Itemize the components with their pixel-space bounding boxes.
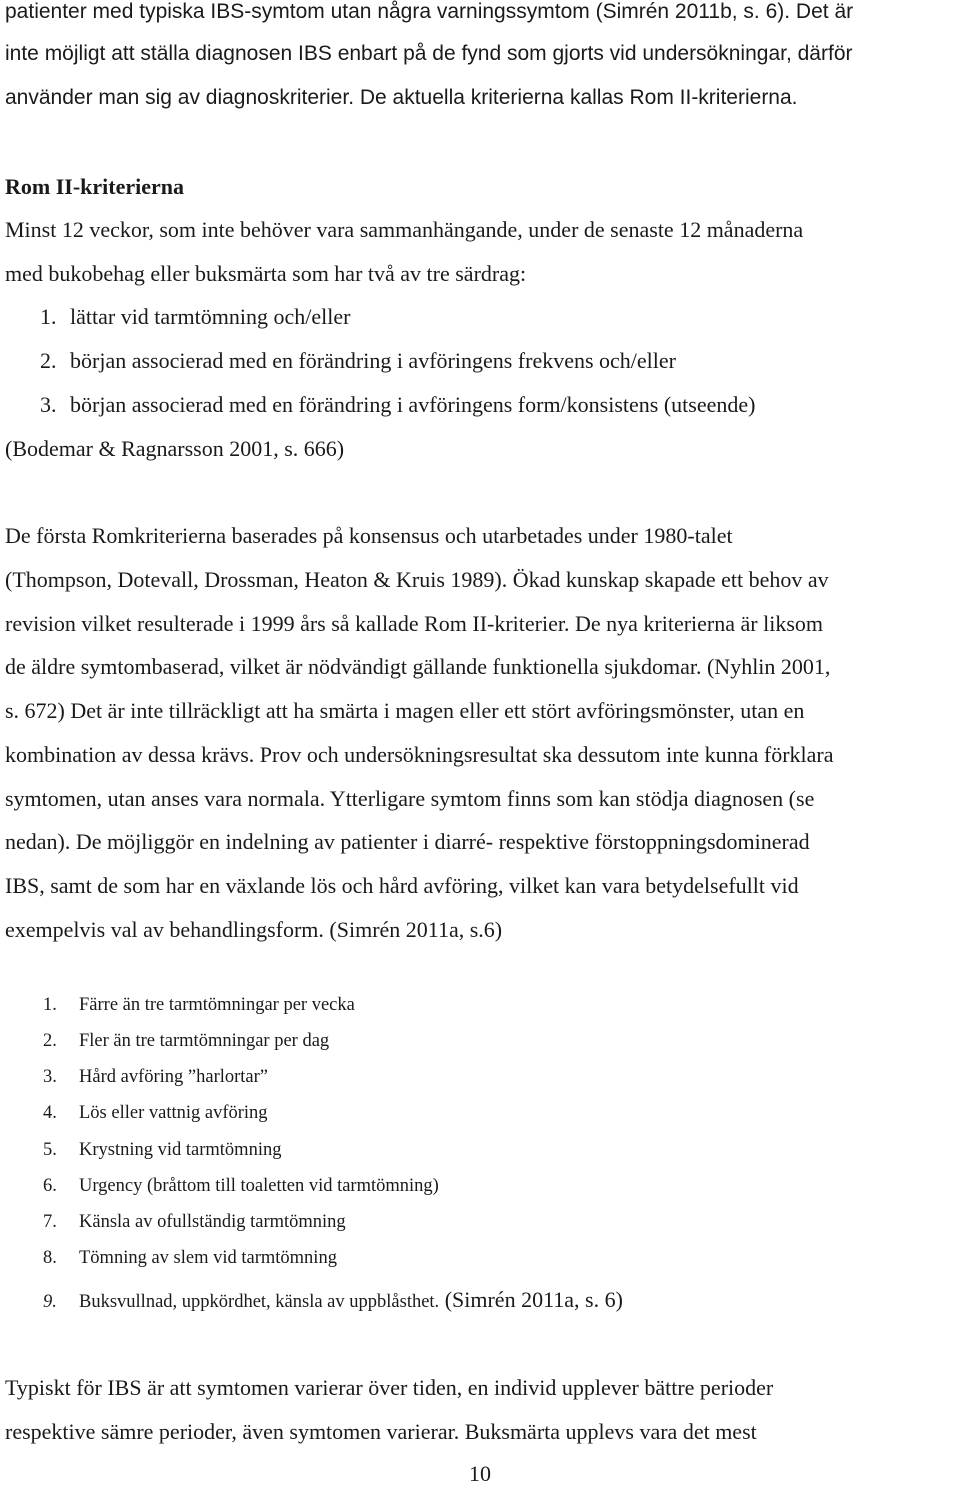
list-number: 3. [43,1067,57,1087]
list-number: 1. [43,995,57,1015]
symptom-item [43,1212,346,1233]
symptom-item [43,1140,281,1161]
list-number: 4. [43,1103,57,1123]
symptom-item [43,1287,623,1313]
list-text: Krystning vid tarmtömning [79,1140,282,1160]
list-text: Buksvullnad, uppkördhet, känsla av uppblåsthet. [79,1292,440,1312]
page-number: 10 [469,1461,491,1486]
list-text: början associerad med en förändring i avföringens form/konsistens (utseende) [70,392,756,417]
symptom-item [43,1103,268,1124]
symptom-item [43,995,355,1016]
history-line: IBS, samt de som har en växlande lös och hård avföring, vilket kan vara betydelsefullt vid [5,873,799,898]
list-text: Fler än tre tarmtömningar per dag [79,1031,330,1051]
section-heading: Rom II-kriterierna [5,174,185,199]
rome-line: med bukobehag eller buksmärta som har två av tre särdrag: [5,261,527,286]
list-number: 3. [40,392,57,417]
list-text: Hård avföring ”harlortar” [79,1067,269,1087]
list-number: 2. [40,348,57,373]
intro-line: patienter med typiska IBS-symtom utan några varningssymtom (Simrén 2011b, s. 6). Det är [5,0,854,23]
history-line: De första Romkriterierna baserades på konsensus och utarbetades under 1980-talet [5,523,733,548]
closing-line: respektive sämre perioder, även symtomen varierar. Buksmärta upplevs vara det mest [5,1419,757,1444]
list-number: 7. [43,1212,57,1232]
rome-line: Minst 12 veckor, som inte behöver vara sammanhängande, under de senaste 12 månaderna [5,217,804,242]
criteria-item [40,304,350,330]
intro-line: använder man sig av diagnoskriterier. De aktuella kriterierna kallas Rom II-kriterierna. [5,86,798,109]
criteria-item [40,392,755,418]
history-line: s. 672) Det är inte tillräckligt att ha smärta i magen eller ett stört avföringsmönster, utan en [5,698,805,723]
criteria-item [40,348,676,374]
closing-line: Typiskt för IBS är att symtomen varierar över tiden, en individ upplever bättre perioder [5,1375,774,1400]
list-text: lättar vid tarmtömning och/eller [70,304,351,329]
list-text: Känsla av ofullständig tarmtömning [79,1212,346,1232]
symptom-item [43,1176,439,1197]
list-number: 6. [43,1176,57,1196]
history-line: revision vilket resulterade i 1999 års så kallade Rom II-kriterier. De nya kriterierna är liksom [5,611,823,636]
list-text: Färre än tre tarmtömningar per vecka [79,995,355,1015]
citation: (Simrén 2011a, s. 6) [439,1287,623,1312]
list-text: Tömning av slem vid tarmtömning [79,1248,337,1268]
list-number: 2. [43,1031,57,1051]
list-number: 8. [43,1248,57,1268]
intro-line: inte möjligt att ställa diagnosen IBS enbart på de fynd som gjorts vid undersökningar, därför [5,42,853,65]
list-text: Lös eller vattnig avföring [79,1103,268,1123]
history-line: nedan). De möjliggör en indelning av patienter i diarré- respektive förstoppningsdominerad [5,829,810,854]
history-line: de äldre symtombaserad, vilket är nödvändigt gällande funktionella sjukdomar. (Nyhlin 2001, [5,654,831,679]
list-text: början associerad med en förändring i avföringens frekvens och/eller [70,348,676,373]
list-number: 5. [43,1140,57,1160]
symptom-item [43,1248,337,1269]
history-line: (Thompson, Dotevall, Drossman, Heaton & Kruis 1989). Ökad kunskap skapade ett behov av [5,567,829,592]
list-number: 9. [43,1292,57,1312]
list-number: 1. [40,304,57,329]
history-line: kombination av dessa krävs. Prov och undersökningsresultat ska dessutom inte kunna förklara [5,742,834,767]
history-line: symtomen, utan anses vara normala. Ytterligare symtom finns som kan stödja diagnosen (se [5,786,815,811]
symptom-item [43,1067,268,1088]
citation: (Bodemar & Ragnarsson 2001, s. 666) [5,436,345,461]
list-text: Urgency (bråttom till toaletten vid tarmtömning) [79,1176,439,1196]
symptom-item [43,1031,329,1052]
history-line: exempelvis val av behandlingsform. (Simrén 2011a, s.6) [5,917,503,942]
